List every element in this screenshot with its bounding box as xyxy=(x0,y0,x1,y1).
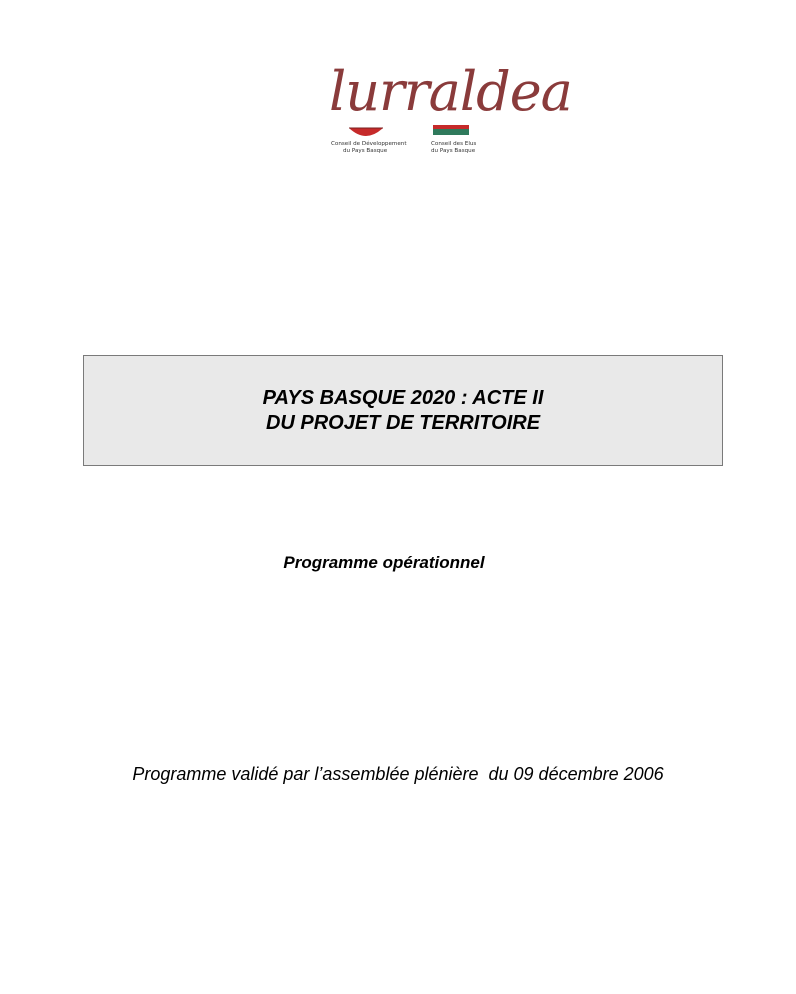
logo-green-bar-icon xyxy=(433,129,469,135)
lurraldea-logo xyxy=(327,44,572,168)
logo-right-caption-line1: Conseil des Elus xyxy=(431,141,477,147)
document-subtitle: Programme opérationnel xyxy=(283,553,485,572)
title-line-2: DU PROJET DE TERRITOIRE xyxy=(265,411,541,434)
title-line-1: PAYS BASQUE 2020 : ACTE II xyxy=(262,386,544,409)
lurraldea-logo-graphic xyxy=(327,44,572,168)
logo-wordmark: lurraldea xyxy=(329,60,572,123)
title-box xyxy=(83,355,723,466)
logo-red-emblem-icon xyxy=(349,128,383,136)
logo-red-bar-icon xyxy=(433,125,469,129)
logo-right-caption-line2: du Pays Basque xyxy=(431,148,476,154)
logo-left-caption-line2: du Pays Basque xyxy=(343,148,388,154)
logo-left-caption-line1: Conseil de Développement xyxy=(331,141,407,147)
validation-note: Programme validé par l’assemblée plénière du 09 décembre 2006 xyxy=(132,764,664,784)
